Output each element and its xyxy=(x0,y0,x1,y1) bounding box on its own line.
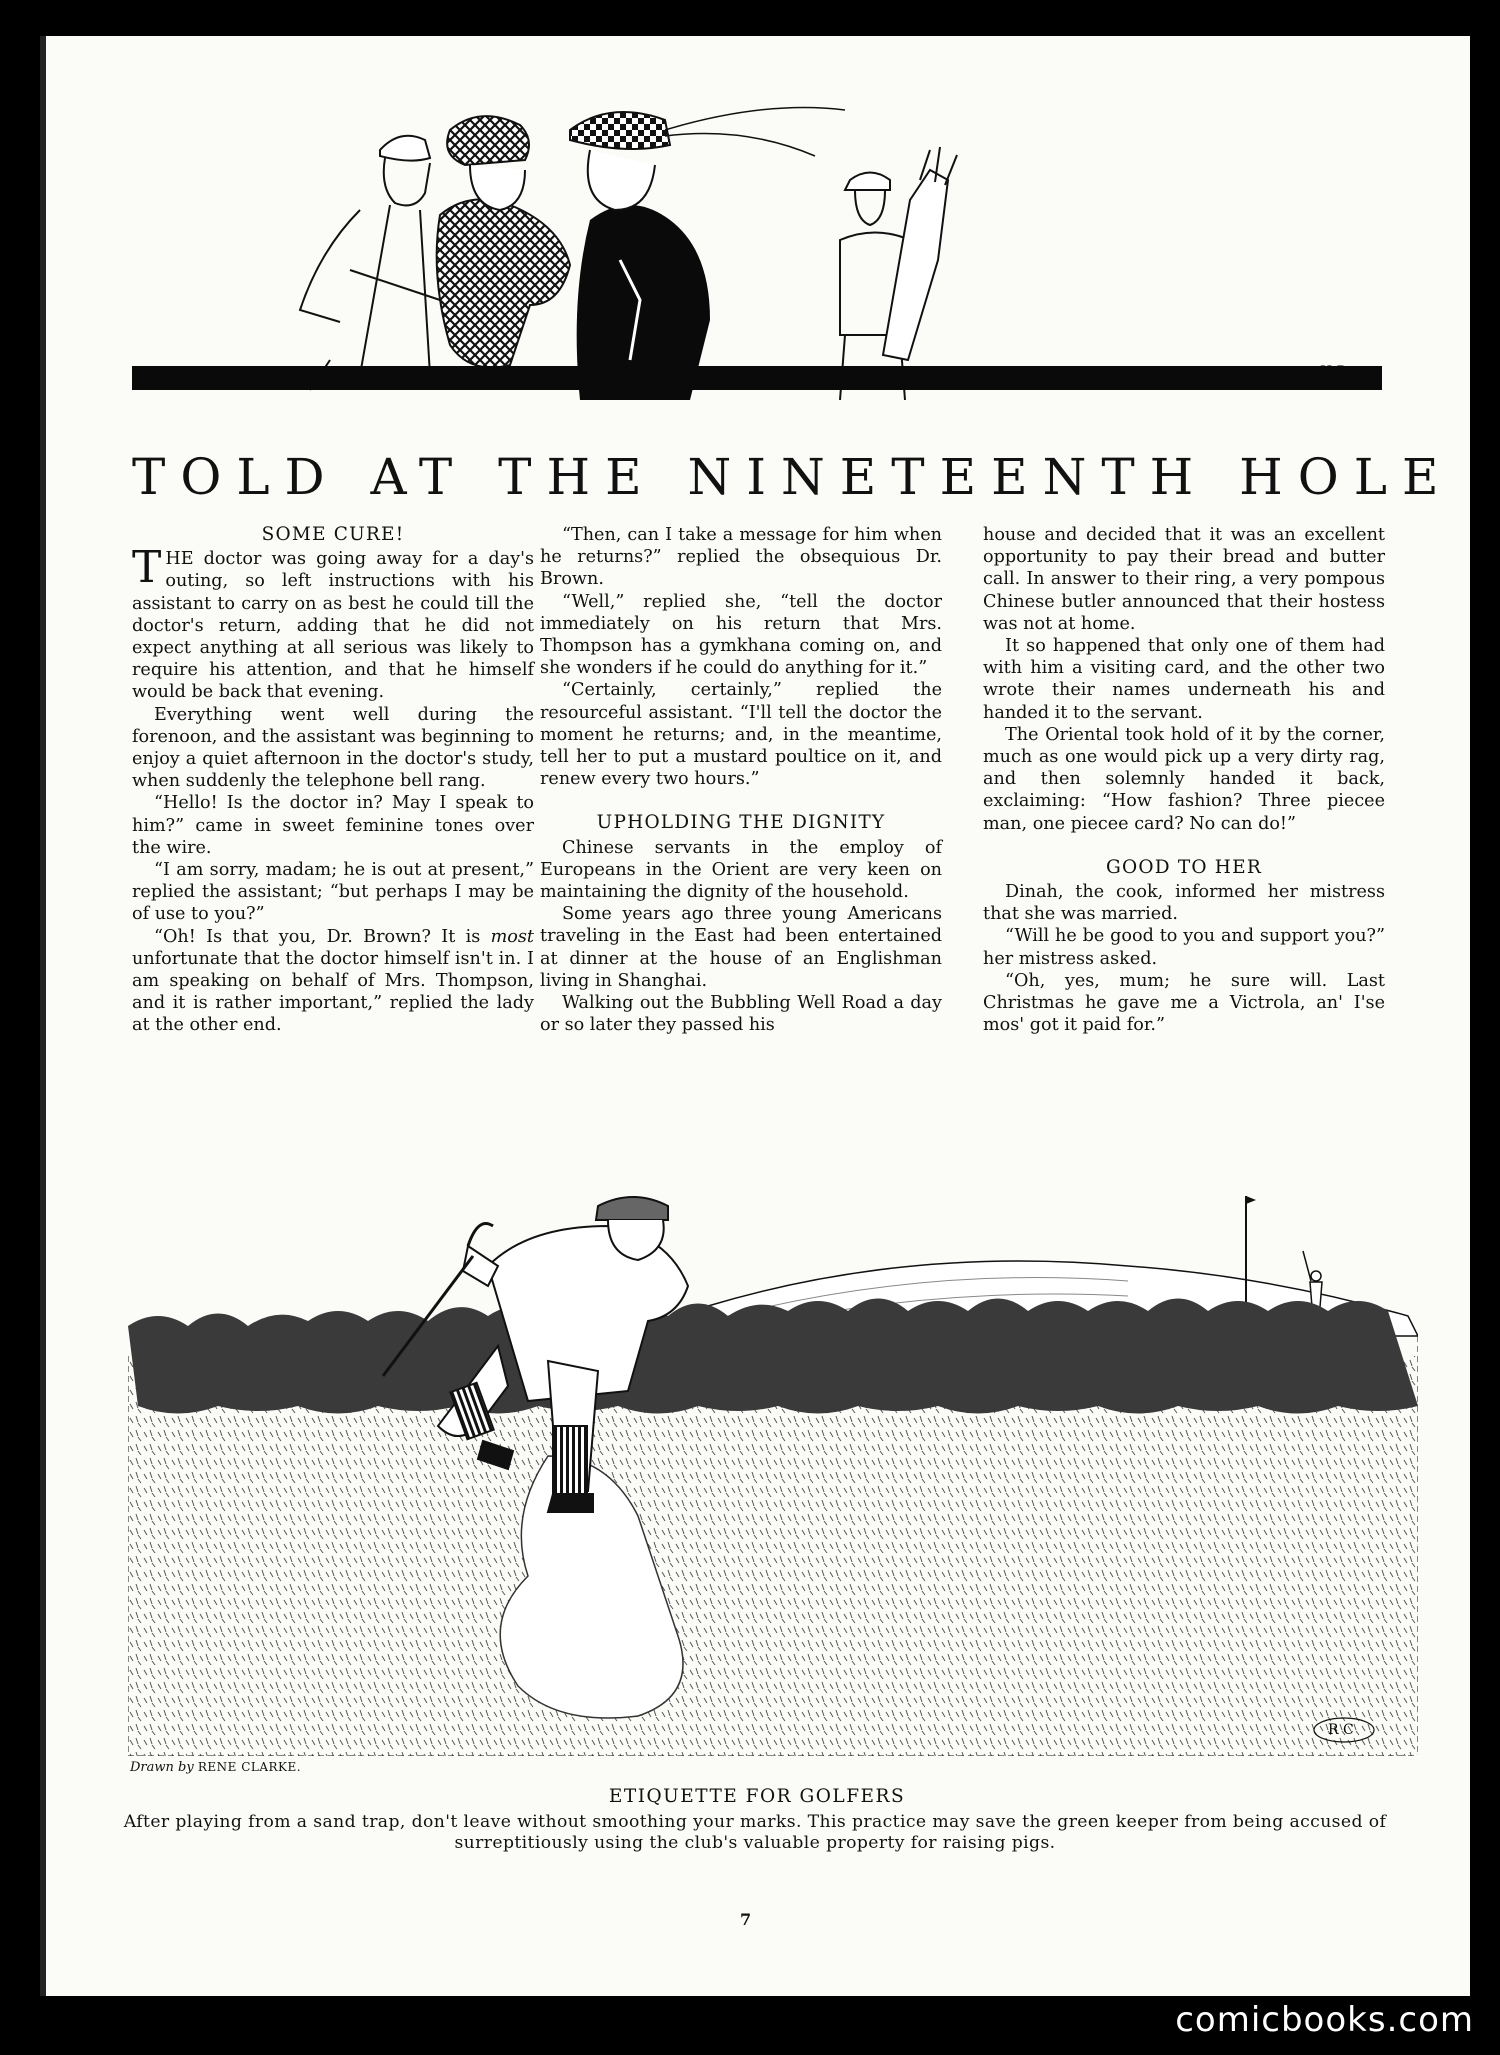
paragraph: The Oriental took hold of it by the corner, much as one would pick up a very dirty rag, and then solemnly handed it back, exclaiming: “How fashion? Three piecee man, one piecee card? No can do!” xyxy=(983,724,1385,834)
magazine-page xyxy=(40,36,1470,1996)
paragraph: It so happened that only one of them had with him a visiting card, and the other two wrote their names underneath his and handed it to the servant. xyxy=(983,636,1385,723)
paragraph: “I am sorry, madam; he is out at present,” replied the assistant; “but perhaps I may be of use to you?” xyxy=(132,860,534,925)
column-2 xyxy=(540,524,942,1036)
paragraph: “Hello! Is the doctor in? May I speak to him?” came in sweet feminine tones over the wire. xyxy=(132,793,534,858)
column-1 xyxy=(132,524,534,1037)
page-number: 7 xyxy=(740,1910,752,1929)
story-heading-good-to-her: GOOD TO HER xyxy=(1106,856,1262,878)
paragraph: “Well,” replied she, “tell the doctor immediately on his return that Mrs. Thompson has a gymkhana coming on, and she wonders if he could do anything for it.” xyxy=(540,591,942,679)
paragraph: Walking out the Bubbling Well Road a day or so later they passed his xyxy=(540,993,942,1036)
plaid-golfer xyxy=(437,199,570,367)
page-title: TOLD AT THE NINETEENTH HOLE xyxy=(132,447,1454,506)
paragraph: “Oh! Is that you, Dr. Brown? It is most unfortunate that the doctor himself isn't in. I am speaking on behalf of Mrs. Thompson, and it is rather important,” replied the lady at the other end. xyxy=(132,926,534,1036)
header-illustration xyxy=(290,70,1390,400)
paragraph: Some years ago three young Americans traveling in the East had been entertained at dinner at the house of an Englishman living in Shanghai. xyxy=(540,904,942,991)
title-rule xyxy=(132,366,1382,390)
illustration-credit: Drawn by RENE CLARKE. xyxy=(130,1760,302,1775)
artist-monogram: R C xyxy=(1328,1722,1354,1738)
caption-heading: ETIQUETTE FOR GOLFERS xyxy=(608,1786,906,1807)
watermark: comicbooks.com xyxy=(1175,2000,1474,2040)
paragraph: “Will he be good to you and support you?” her mistress asked. xyxy=(983,926,1385,969)
story-heading-upholding-dignity: UPHOLDING THE DIGNITY xyxy=(596,812,886,834)
paragraph: “Certainly, certainly,” replied the resourceful assistant. “I'll tell the doctor the moment he returns; and, in the meantime, tell her to put a mustard poultice on it, and renew every two hours.” xyxy=(540,680,942,790)
paragraph: Dinah, the cook, informed her mistress that she was married. xyxy=(983,882,1385,925)
story-heading-some-cure: SOME CURE! xyxy=(261,524,405,545)
caption-text: After playing from a sand trap, don't leave without smoothing your marks. This practice may save the green keeper from being accused of surreptitiously using the club's valuable property for raising pigs. xyxy=(123,1812,1387,1853)
sand-trap-illustration xyxy=(128,1176,1418,1756)
sand-trap xyxy=(128,1356,1418,1756)
paragraph: “Then, can I take a message for him when he returns?” replied the obsequious Dr. Brown. xyxy=(540,525,942,590)
paragraph: Chinese servants in the employ of Europeans in the Orient are very keen on maintaining the dignity of the household. xyxy=(540,837,942,903)
paragraph: “Oh, yes, mum; he sure will. Last Christmas he gave me a Victrola, an' I'se mos' got it paid for.” xyxy=(983,970,1385,1036)
paragraph: THE doctor was going away for a day's outing, so left instructions with his assistant to carry on as best he could till the doctor's return, adding that he did not expect anything at all serious was likely to require his attention, and that he himself would be back that evening. xyxy=(132,542,534,703)
paragraph: Everything went well during the forenoon, and the assistant was beginning to enjoy a quiet afternoon in the doctor's study, when suddenly the telephone bell rang. xyxy=(132,704,534,792)
paragraph: house and decided that it was an excellent opportunity to pay their bread and butter call. In answer to their ring, a very pompous Chinese butler announced that their hostess was not at home. xyxy=(983,525,1385,634)
drop-cap: T xyxy=(132,542,162,594)
column-3 xyxy=(983,524,1385,1036)
grass-lip xyxy=(128,1299,1418,1414)
